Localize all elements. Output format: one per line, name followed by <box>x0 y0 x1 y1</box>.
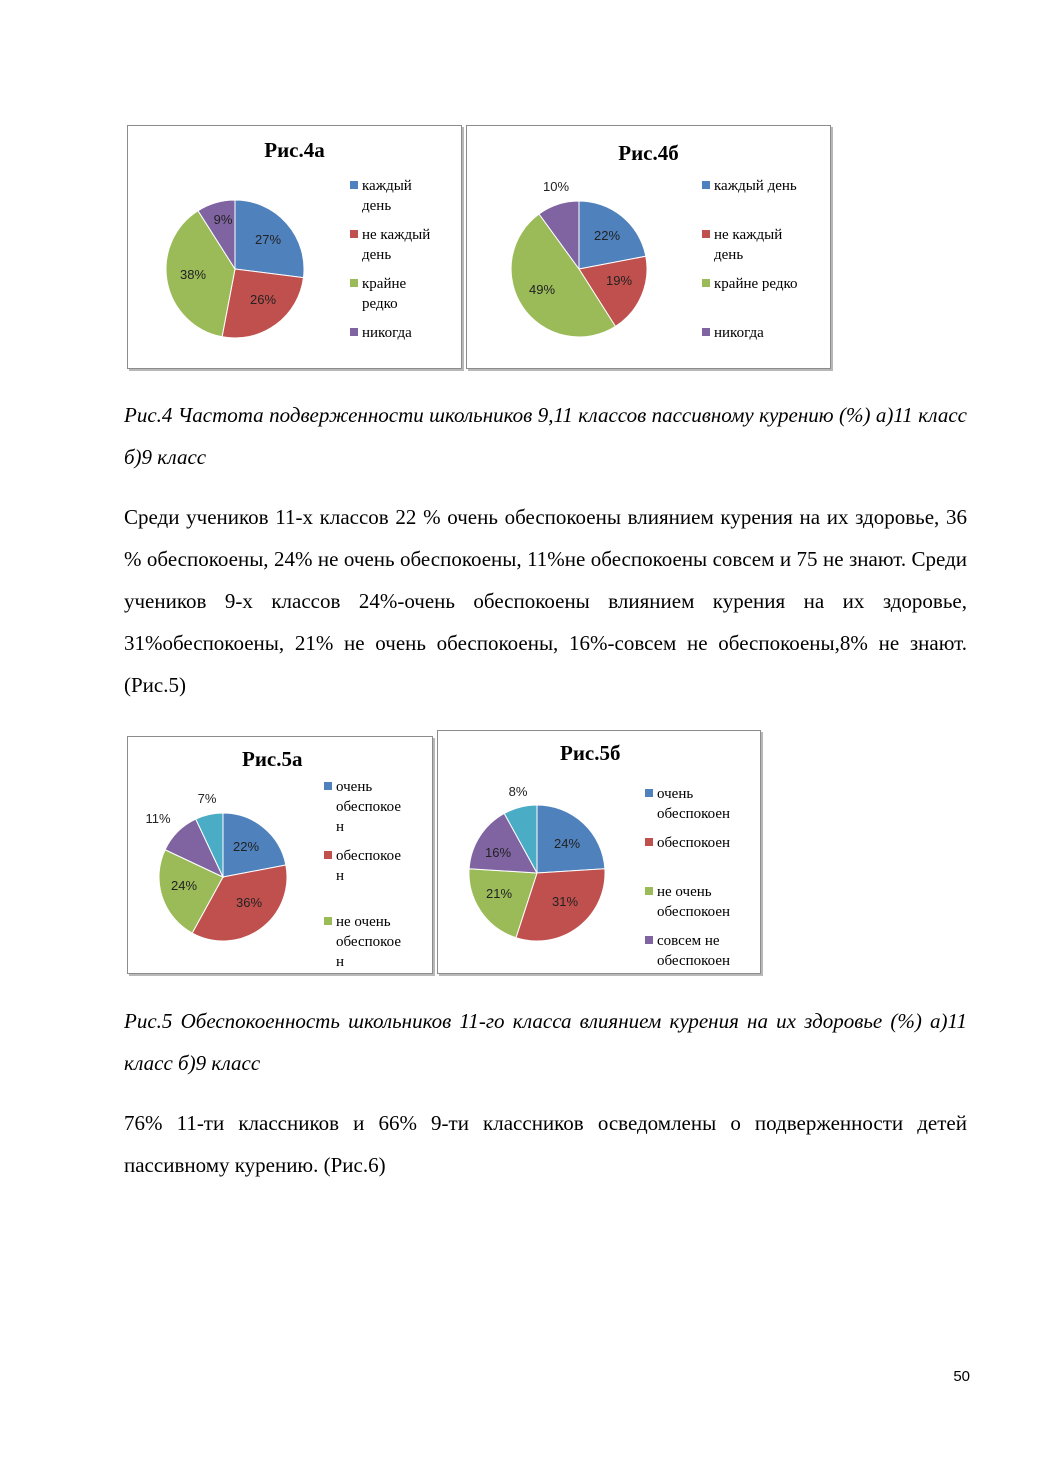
chart-4a <box>127 125 462 369</box>
data-label: 9% <box>213 212 233 227</box>
data-label: 49% <box>528 282 556 297</box>
legend-swatch <box>702 230 710 238</box>
data-label: 27% <box>254 232 282 247</box>
legend-label: обеспокое <box>336 799 402 815</box>
legend-label: обеспокое <box>336 848 402 864</box>
figure-caption-4: Рис.4 Частота подверженности школьников 9,11 классов пассивному курению (%) а)11 класс б)9 класс <box>124 403 967 469</box>
legend <box>645 784 759 974</box>
data-label: 19% <box>605 273 633 288</box>
body-paragraph-1: Среди учеников 11-х классов 22 % очень обеспокоены влиянием курения на их здоровье, 36 % обеспокоены, 24% не очень обеспокоены, 11%не обеспокоены совсем и 75 не знают. Среди учеников 9-х классов 24%-очень обеспокоены влиянием курения на их здоровье, 31%обеспокоены, 21% не очень обеспокоены, 16%-совсем не обеспокоены,8% не знают.(Рис.5) <box>124 505 967 697</box>
data-label: 24% <box>170 878 198 893</box>
legend-label: н <box>336 819 345 835</box>
legend-label: очень <box>336 779 373 795</box>
legend-item <box>702 323 764 343</box>
data-label: 24% <box>553 836 581 851</box>
legend-swatch <box>702 181 710 189</box>
legend-label: обеспокоен <box>657 904 731 920</box>
legend-item <box>645 784 730 824</box>
legend-label: редко <box>362 296 398 312</box>
legend-item <box>350 176 412 216</box>
legend-swatch <box>645 887 653 895</box>
legend-label: день <box>714 247 744 263</box>
legend-swatch <box>350 328 358 336</box>
data-label: 11% <box>145 811 171 826</box>
legend-item <box>645 833 730 853</box>
legend-swatch <box>645 789 653 797</box>
legend-item <box>702 274 798 294</box>
chart-title: Рис.5а <box>242 747 303 771</box>
figure-caption-5: Рис.5 Обеспокоенность школьников 11-го класса влиянием курения на их здоровье (%) а)11 класс б)9 класс <box>124 1009 967 1075</box>
legend-label: обеспокоен <box>657 835 731 851</box>
data-label: 16% <box>484 845 512 860</box>
chart-4b <box>466 125 831 369</box>
legend-item <box>350 274 406 314</box>
chart-5a <box>127 736 433 974</box>
legend-item <box>324 777 401 837</box>
legend-label: день <box>362 247 392 263</box>
legend-swatch <box>645 838 653 846</box>
legend-label: не каждый <box>362 227 431 243</box>
legend-label: не очень <box>336 914 391 930</box>
legend-swatch <box>645 936 653 944</box>
legend-label: каждый <box>362 178 412 194</box>
data-label: 8% <box>508 784 528 799</box>
data-label: 26% <box>249 292 277 307</box>
legend-item <box>702 176 797 196</box>
chart-title: Рис.4б <box>618 141 679 165</box>
legend-swatch <box>702 328 710 336</box>
body-paragraph-2: 76% 11-ти классников и 66% 9-ти классников осведомлены о подверженности детей пассивному курению. (Рис.6) <box>124 1111 967 1177</box>
legend-swatch <box>324 782 332 790</box>
legend-swatch <box>350 181 358 189</box>
legend-item <box>645 931 730 971</box>
legend-label: никогда <box>714 325 764 341</box>
legend-label: обеспокоен <box>657 953 731 969</box>
legend-swatch <box>350 230 358 238</box>
legend-item <box>350 225 430 265</box>
chart-title: Рис.5б <box>560 741 621 765</box>
data-label: 22% <box>232 839 260 854</box>
data-label: 31% <box>551 894 579 909</box>
legend-label: крайне редко <box>714 276 798 292</box>
legend-item <box>645 882 730 922</box>
legend <box>702 176 827 366</box>
legend <box>324 777 430 972</box>
chart-title: Рис.4а <box>264 138 325 162</box>
legend-label: обеспокое <box>336 934 402 950</box>
legend-item <box>350 323 412 343</box>
chart-5b <box>437 730 761 974</box>
data-label: 7% <box>197 791 217 806</box>
legend-label: каждый день <box>714 178 797 194</box>
legend-item <box>324 912 401 972</box>
data-label: 36% <box>235 895 263 910</box>
legend-label: очень <box>657 786 694 802</box>
legend-label: н <box>336 868 345 884</box>
legend-label: обеспокоен <box>657 806 731 822</box>
legend-label: н <box>336 954 345 970</box>
legend <box>350 176 460 366</box>
page-number: 50 <box>953 1368 970 1385</box>
data-label: 38% <box>179 267 207 282</box>
legend-item <box>324 846 401 886</box>
data-label: 21% <box>485 886 513 901</box>
legend-swatch <box>324 917 332 925</box>
legend-label: не очень <box>657 884 712 900</box>
data-label: 22% <box>593 228 621 243</box>
legend-label: совсем не <box>657 933 720 949</box>
legend-swatch <box>350 279 358 287</box>
legend-item <box>702 225 782 265</box>
legend-label: день <box>362 198 392 214</box>
legend-label: никогда <box>362 325 412 341</box>
legend-label: крайне <box>362 276 407 292</box>
data-label: 10% <box>542 179 570 194</box>
legend-swatch <box>702 279 710 287</box>
legend-swatch <box>324 851 332 859</box>
legend-label: не каждый <box>714 227 783 243</box>
